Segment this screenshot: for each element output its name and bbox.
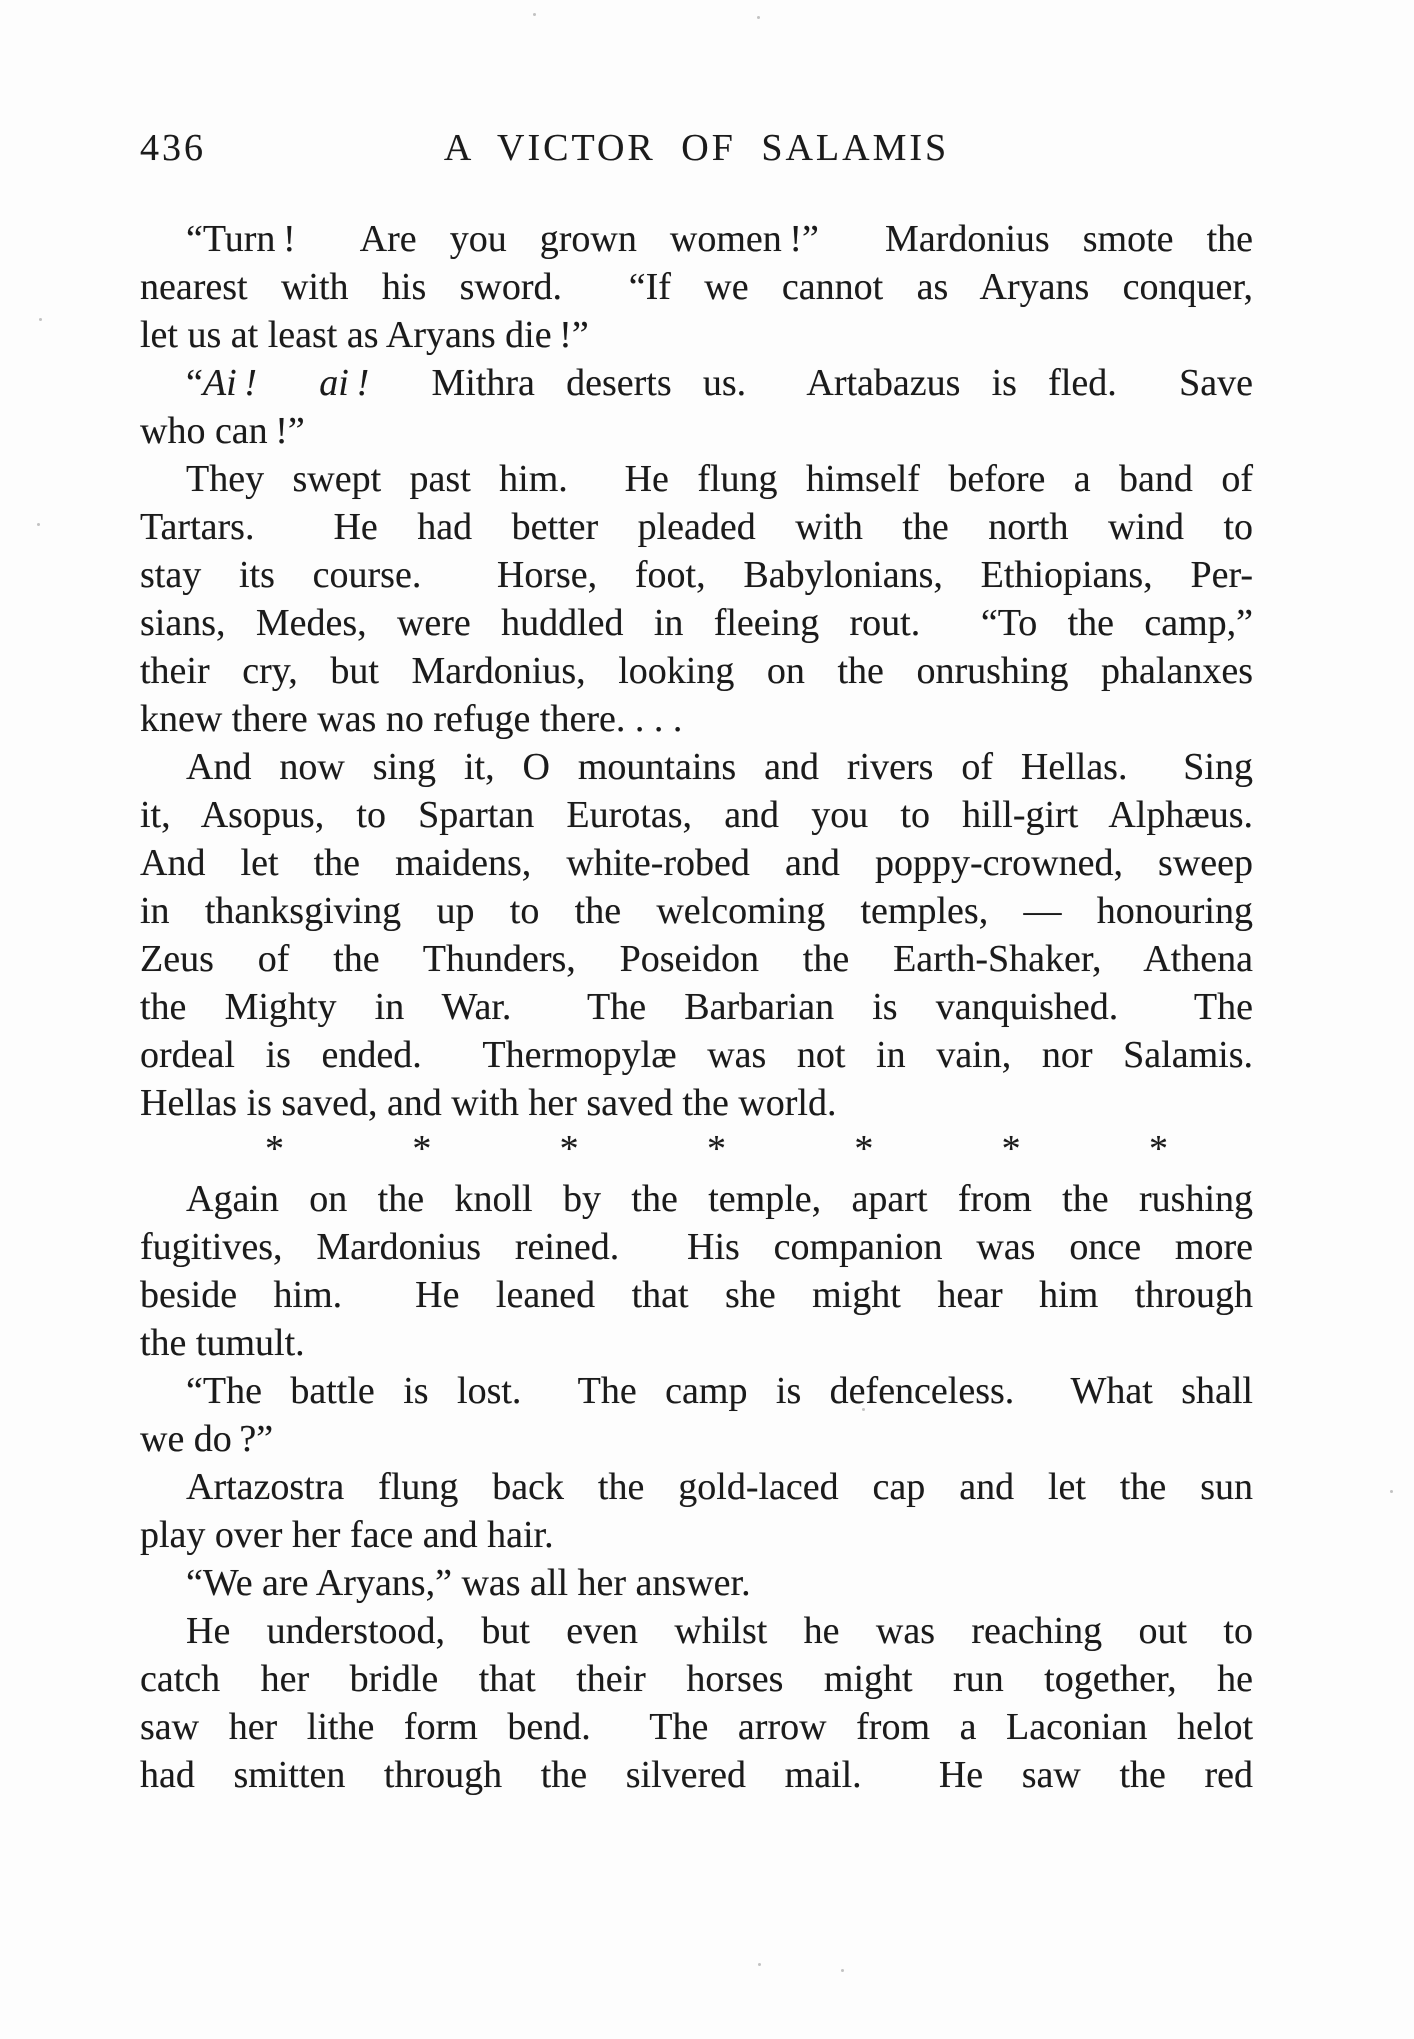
asterisk: * <box>559 1128 579 1170</box>
italic-exclamation: Ai ! ai ! <box>202 362 370 404</box>
text-line: their cry, but Mardonius, looking on the onrushing phalanxes <box>140 650 1253 692</box>
running-title: A VICTOR OF SALAMIS <box>443 127 950 169</box>
text-line: fugitives, Mardonius reined. His companion was once more <box>140 1226 1253 1268</box>
text-line: it, Asopus, to Spartan Eurotas, and you to hill-girt Alphæus. <box>140 794 1253 836</box>
text-line: let us at least as Aryans die !” <box>140 314 589 356</box>
text-line: saw her lithe form bend. The arrow from a Laconian helot <box>140 1706 1253 1748</box>
text-line: Tartars. He had better pleaded with the north wind to <box>140 506 1253 548</box>
text-line: And let the maidens, white-robed and poppy-crowned, sweep <box>140 842 1253 884</box>
scan-speck <box>39 318 42 321</box>
text-line: the tumult. <box>140 1322 305 1364</box>
scan-speck <box>533 13 536 16</box>
scan-speck <box>37 523 40 526</box>
asterisk: * <box>412 1128 432 1170</box>
text-line: stay its course. Horse, foot, Babylonians, Ethiopians, Per- <box>140 554 1253 596</box>
text-line: And now sing it, O mountains and rivers of Hellas. Sing <box>186 746 1253 788</box>
section-break <box>140 1127 1253 1175</box>
text-line <box>140 359 1253 407</box>
text-line: sians, Medes, were huddled in fleeing rout. “To the camp,” <box>140 602 1253 644</box>
text-line: Hellas is saved, and with her saved the world. <box>140 1082 837 1124</box>
text-line: He understood, but even whilst he was reaching out to <box>186 1610 1253 1652</box>
text-line: “Turn ! Are you grown women !” Mardonius smote the <box>186 218 1253 260</box>
body-text <box>140 215 1253 1799</box>
text-line: “We are Aryans,” was all her answer. <box>186 1562 751 1604</box>
quote-mark: “ <box>186 362 203 404</box>
text-line: who can !” <box>140 410 305 452</box>
scan-speck <box>862 1408 865 1411</box>
running-head <box>140 124 1253 172</box>
text-line: They swept past him. He flung himself before a band of <box>186 458 1253 500</box>
text-line: had smitten through the silvered mail. He saw the red <box>140 1754 1253 1796</box>
text-line: ordeal is ended. Thermopylæ was not in vain, nor Salamis. <box>140 1034 1253 1076</box>
text-line: Zeus of the Thunders, Poseidon the Earth-Shaker, Athena <box>140 938 1253 980</box>
text-line: “The battle is lost. The camp is defenceless. What shall <box>186 1370 1253 1412</box>
text-line: play over her face and hair. <box>140 1514 554 1556</box>
text-line: Artazostra flung back the gold-laced cap and let the sun <box>186 1466 1253 1508</box>
scan-speck <box>1390 1490 1393 1493</box>
scan-speck <box>757 16 760 19</box>
text-line: knew there was no refuge there. . . . <box>140 698 683 740</box>
asterisk: * <box>1148 1128 1168 1170</box>
page-number: 436 <box>140 127 206 169</box>
scan-speck <box>758 1963 761 1966</box>
line-remainder: Mithra deserts us. Artabazus is fled. Save <box>369 362 1253 404</box>
text-line: we do ?” <box>140 1418 274 1460</box>
text-line: catch her bridle that their horses might run together, he <box>140 1658 1253 1700</box>
asterisk: * <box>854 1128 874 1170</box>
asterisk: * <box>1001 1128 1021 1170</box>
asterisk: * <box>706 1128 726 1170</box>
text-line: nearest with his sword. “If we cannot as Aryans conquer, <box>140 266 1253 308</box>
text-line: Again on the knoll by the temple, apart from the rushing <box>186 1178 1253 1220</box>
text-line: the Mighty in War. The Barbarian is vanquished. The <box>140 986 1253 1028</box>
scan-speck <box>841 1969 844 1972</box>
asterisk: * <box>265 1128 284 1170</box>
text-line: beside him. He leaned that she might hear him through <box>140 1274 1253 1316</box>
text-line: in thanksgiving up to the welcoming temples, — honouring <box>140 890 1253 932</box>
